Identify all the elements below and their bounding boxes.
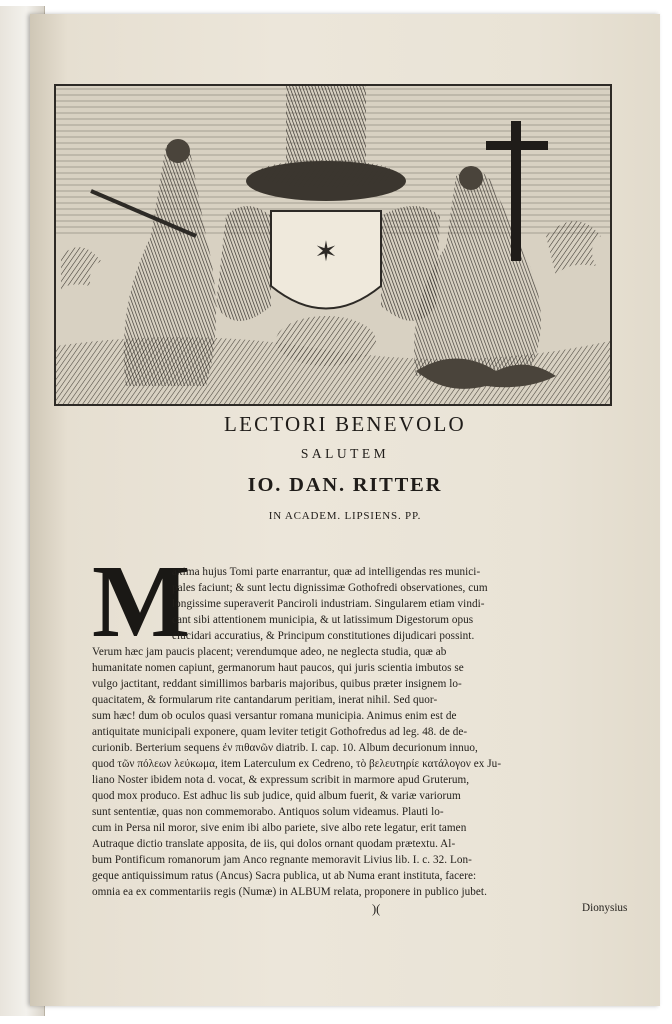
frontispiece-engraving-icon [54,84,612,406]
body-line: cum in Persa nil moror, sive enim ibi albo pariete, sive albo rete legatur, erit tamen [92,822,467,834]
body-line: elucidari accuratius, & Principum constitutiones dijudicari possint. [172,630,475,642]
body-line: Verum hæc jam paucis placent; verendumque adeo, ne neglecta studia, quæ ab [92,646,447,658]
body-line: sum hæc! dum ob oculos quasi versantur romana municipia. Animus enim est de [92,710,457,722]
body-line: axima hujus Tomi parte enarrantur, quæ ad intelligendas res munici- [172,566,481,578]
body-line: Autraque dictio translate apposita, de iis, qui dolos ornant quodam prætextu. Al- [92,838,456,850]
body-line: vulgo jactitant, reddant simillimos barbaris majoribus, quibus præter insignem lo- [92,678,462,690]
body-line: quod mox produco. Est adhuc lis sub judice, quid album fuerit, & variæ variorum [92,790,461,802]
author-name: IO. DAN. RITTER [247,474,443,496]
body-line: cant sibi attentionem municipia, & ut latissimum Digestorum opus [172,614,474,626]
page-title: LECTORI BENEVOLO [224,412,466,436]
body-line: antiquitate municipali exponere, quam leviter tetigit Gothofredus ad leg. 48. de de- [92,726,468,738]
author-affiliation: IN ACADEM. LIPSIENS. PP. [268,510,422,522]
body-line: humanitate nomen capiunt, germanorum haut paucos, qui juris scientia imbutos se [92,662,464,674]
body-line: quacitatem, & formularum rite cantandarum peritiam, inerat nihil. Sed quor- [92,694,438,706]
body-line: curionib. Berterium sequens ἐν πιθανῶν diatrib. I. cap. 10. Album decurionum innuo, [92,742,478,754]
salutation: SALUTEM [300,446,390,461]
body-line: longissime superaverit Panciroli industriam. Singularem etiam vindi- [172,598,485,610]
body-line: geque antiquissimum ratus (Ancus) Sacra publica, ut ab Numa erant instituta, facere: [92,870,477,882]
book-page [30,14,660,1006]
signature-word: Dionysius [582,902,628,914]
svg-text:✶: ✶ [314,235,338,268]
body-line: sunt sententiæ, quas non commemorabo. Antiquos solum videamus. Plauti lo- [92,806,444,818]
body-line: omnia ea ex commentariis regis (Numæ) in ALBUM relata, proponere in publico jubet. [92,886,487,898]
body-line: pales faciunt; & sunt lectu dignissimæ Gothofredi observationes, cum [172,582,488,594]
body-line: liano Noster ibidem nota d. vocat, & expressum scribit in marmore apud Gruterum, [92,774,470,786]
engraving-illustration [56,86,610,404]
body-line: quod τῶν πόλεων λεύκωμα, item Laterculum ex Cedreno, τὸ βελευτηρίε κατάλογον ex Ju- [92,758,502,770]
drop-cap-letter: M [92,544,191,659]
catchword: )( [372,902,381,916]
body-line: bum Pontificum romanorum jam Anco regnante memoravit Livius lib. I. c. 32. Lon- [92,854,472,866]
